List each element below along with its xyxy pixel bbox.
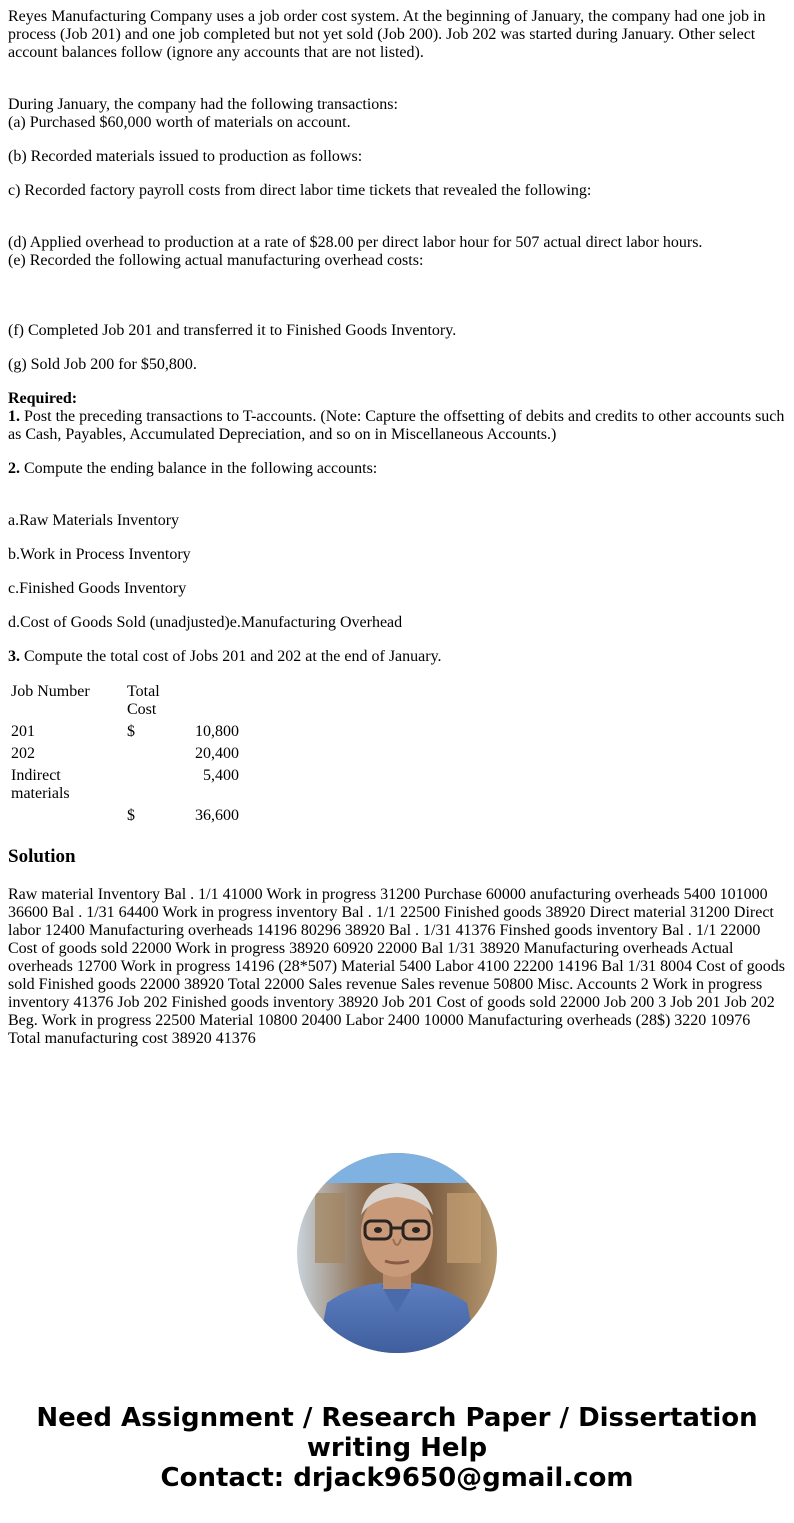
footer-line-1: Need Assignment / Research Paper / Dissertation — [36, 1403, 758, 1433]
transaction-b: (b) Recorded materials issued to production as follows: — [8, 148, 363, 165]
requirement-1: 1. Post the preceding transactions to T-accounts. (Note: Capture the offsetting of debits and credits to other accounts such as Cash, Payables, Accumulated Depreciation, and so on in Miscellaneous Accounts.) — [8, 408, 785, 443]
footer-contact — [0, 1403, 794, 1493]
author-portrait-image — [297, 1153, 497, 1353]
transaction-f: (f) Completed Job 201 and transferred it to Finished Goods Inventory. — [8, 322, 457, 339]
table-cell — [126, 744, 192, 764]
transactions-heading: During January, the company had the following transactions: — [8, 96, 398, 113]
table-row — [10, 766, 240, 804]
footer-contact-email: Contact: drjack9650@gmail.com — [160, 1463, 634, 1493]
table-row — [10, 722, 240, 742]
table-header-cell — [194, 682, 240, 720]
intro-paragraph: Reyes Manufacturing Company uses a job order cost system. At the beginning of January, the company had one job in process (Job 201) and one job completed but not yet sold (Job 200). Job 202 was started during January. Other select account balances follow (ignore any accounts that are not listed). — [8, 8, 766, 61]
requirement-2: 2. Compute the ending balance in the following accounts: — [8, 460, 378, 477]
table-cell: $ — [127, 723, 135, 740]
document-body — [8, 8, 786, 1048]
table-header-row — [10, 682, 240, 720]
table-row — [10, 806, 240, 826]
transaction-a: (a) Purchased $60,000 worth of materials on account. — [8, 114, 351, 131]
account-b: b.Work in Process Inventory — [8, 546, 191, 563]
transaction-g: (g) Sold Job 200 for $50,800. — [8, 356, 197, 373]
table-header-cell: Total Cost — [127, 683, 160, 718]
solution-text: Raw material Inventory Bal . 1/1 41000 Work in progress 31200 Purchase 60000 anufacturing overheads 5400 101000 36600 Bal . 1/31 64400 Work in progress inventory Bal . 1/1 22500 Finished goods 38920 Direct material 31200 Direct labor 12400 Manufacturing overheads 14196 80296 38920 Bal . 1/31 41376 Finshed goods inventory Bal . 1/1 22000 Cost of goods sold 22000 Work in progress 38920 60920 22000 Bal 1/31 38920 Manufacturing overheads Actual overheads 12700 Work in progress 14196 (28*507) Material 5400 Labor 4100 22200 14196 Bal 1/31 8004 Cost of goods sold Finished goods 22000 38920 Total 22000 Sales revenue Sales revenue 50800 Misc. Accounts 2 Work in progress inventory 41376 Job 202 Finished goods inventory 38920 Job 201 Cost of goods sold 22000 Job 200 3 Job 201 Job 202 Beg. Work in progress 22500 Material 10800 20400 Labor 2400 10000 Manufacturing overheads (28$) 3220 10976 Total manufacturing cost 38920 41376 — [8, 886, 785, 1047]
account-c: c.Finished Goods Inventory — [8, 580, 187, 597]
table-cell: 202 — [11, 745, 35, 762]
table-cell — [10, 806, 124, 826]
table-cell: 5,400 — [203, 767, 239, 784]
table-cell: Indirect materials — [11, 767, 70, 802]
table-header-cell: Job Number — [11, 683, 90, 700]
account-a: a.Raw Materials Inventory — [8, 512, 180, 529]
required-label: Required: — [8, 390, 78, 407]
footer-line-2: writing Help — [306, 1433, 488, 1463]
table-cell: 201 — [11, 723, 35, 740]
author-photo — [297, 1153, 497, 1353]
solution-heading: Solution — [8, 846, 76, 867]
table-cell: $ — [127, 807, 135, 824]
account-d-e: d.Cost of Goods Sold (unadjusted)e.Manufacturing Overhead — [8, 614, 403, 631]
job-cost-table — [8, 680, 242, 828]
table-row — [10, 744, 240, 764]
requirement-3: 3. Compute the total cost of Jobs 201 and 202 at the end of January. — [8, 648, 442, 665]
table-cell — [126, 766, 192, 804]
table-cell: 36,600 — [195, 807, 239, 824]
table-cell: 10,800 — [195, 723, 239, 740]
transaction-c: c) Recorded factory payroll costs from direct labor time tickets that revealed the following: — [8, 182, 592, 199]
transaction-d: (d) Applied overhead to production at a rate of $28.00 per direct labor hour for 507 actual direct labor hours. — [8, 234, 703, 251]
transaction-e: (e) Recorded the following actual manufacturing overhead costs: — [8, 252, 424, 269]
table-cell: 20,400 — [195, 745, 239, 762]
